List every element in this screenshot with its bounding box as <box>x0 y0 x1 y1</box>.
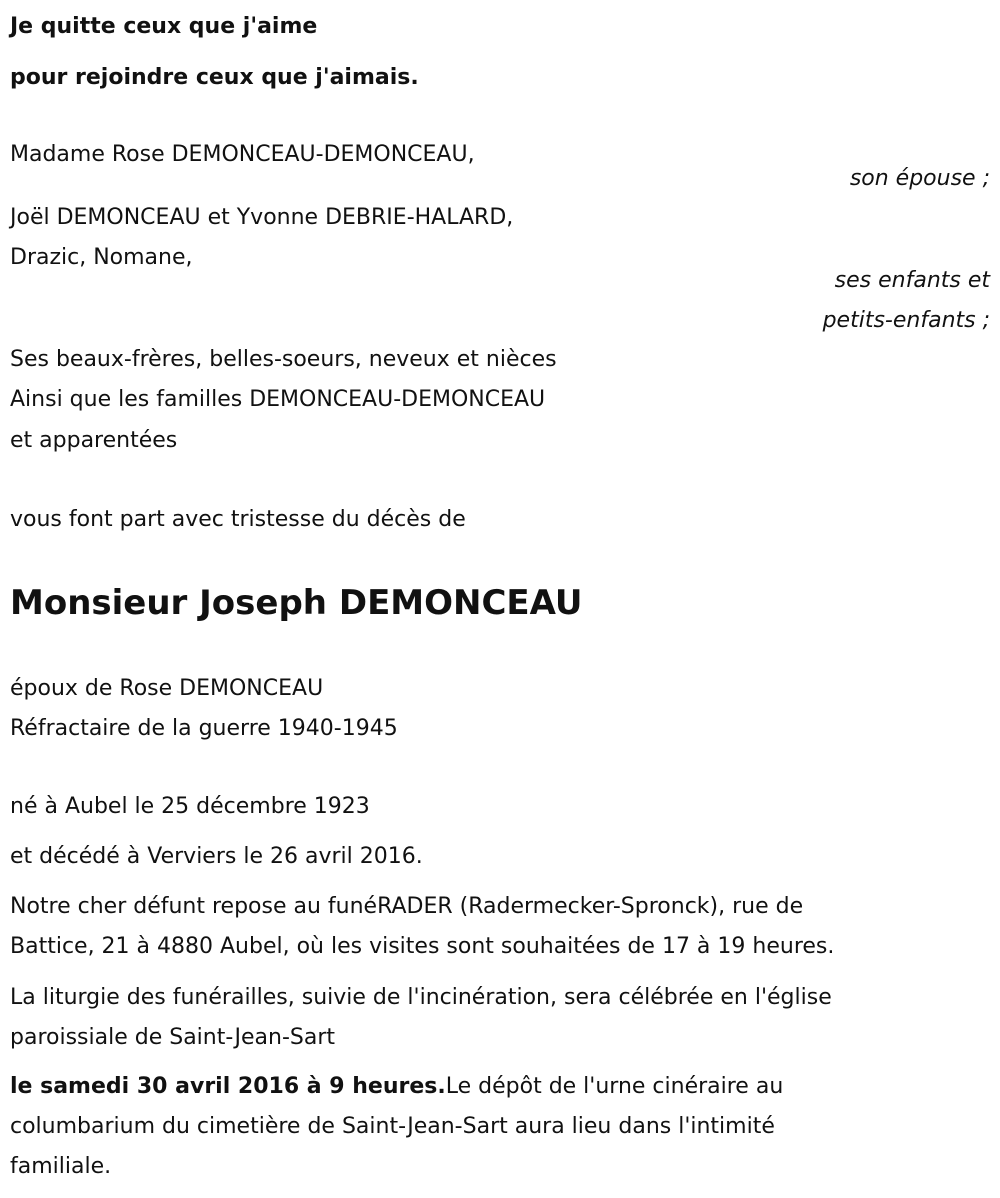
spouse-role: son épouse ; <box>849 166 990 191</box>
birth-info: né à Aubel le 25 décembre 1923 <box>10 794 370 819</box>
announcement: vous font part avec tristesse du décès de <box>10 507 466 532</box>
death-info: et décédé à Verviers le 26 avril 2016. <box>10 844 423 869</box>
others-line-3: et apparentées <box>10 428 178 453</box>
detail-war: Réfractaire de la guerre 1940-1945 <box>10 716 398 741</box>
urn-line-3: familiale. <box>10 1154 112 1179</box>
detail-spouse: époux de Rose DEMONCEAU <box>10 676 324 701</box>
urn-line-2: columbarium du cimetière de Saint-Jean-Sart aura lieu dans l'intimité <box>10 1114 775 1139</box>
quote-line-2: pour rejoindre ceux que j'aimais. <box>10 65 419 90</box>
urn-line-1: Le dépôt de l'urne cinéraire au <box>445 1074 784 1099</box>
ceremony-line <box>10 1067 783 1107</box>
quote-line-1: Je quitte ceux que j'aime <box>10 14 318 39</box>
others-line-2: Ainsi que les familles DEMONCEAU-DEMONCEAU <box>10 387 546 412</box>
children-role-1: ses enfants et <box>834 268 990 293</box>
repose-line-1: Notre cher défunt repose au funéRADER (Radermecker-Spronck), rue de <box>10 894 804 919</box>
repose-line-2: Battice, 21 à 4880 Aubel, où les visites sont souhaitées de 17 à 19 heures. <box>10 934 835 959</box>
children-line-2: Drazic, Nomane, <box>10 245 193 270</box>
liturgy-line-1: La liturgie des funérailles, suivie de l'incinération, sera célébrée en l'église <box>10 985 832 1010</box>
deceased-name: Monsieur Joseph DEMONCEAU <box>10 583 583 623</box>
children-line-1: Joël DEMONCEAU et Yvonne DEBRIE-HALARD, <box>10 205 514 230</box>
spouse-name: Madame Rose DEMONCEAU-DEMONCEAU, <box>10 142 475 167</box>
others-line-1: Ses beaux-frères, belles-soeurs, neveux et nièces <box>10 347 557 372</box>
liturgy-line-2: paroissiale de Saint-Jean-Sart <box>10 1025 336 1050</box>
ceremony-date: le samedi 30 avril 2016 à 9 heures. <box>10 1074 446 1099</box>
children-role-2: petits-enfants ; <box>822 308 990 333</box>
